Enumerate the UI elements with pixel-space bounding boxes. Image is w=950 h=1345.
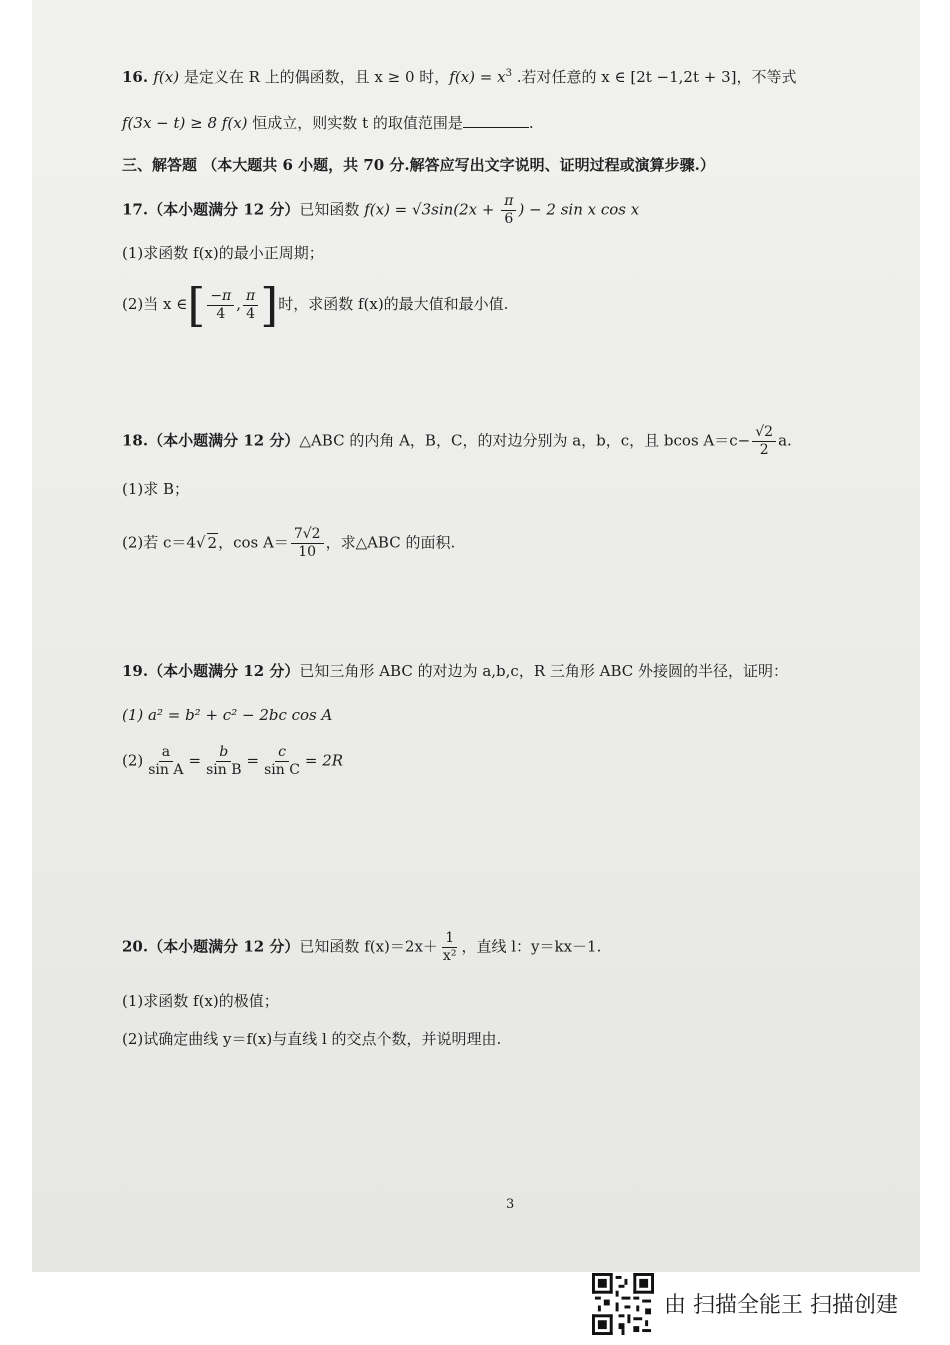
q20-text-a: 已知函数 f(x)＝2x＋	[299, 937, 438, 956]
q20-heading: 20.（本小题满分 12 分）	[122, 937, 300, 956]
left-bracket: [	[187, 278, 206, 332]
q20-frac-num: 1	[442, 930, 457, 948]
q17-func-b: ) − 2 sin x cos x	[518, 200, 640, 219]
q16-line2	[122, 112, 534, 134]
q19-part2	[122, 744, 343, 779]
q17-fraction	[501, 193, 516, 228]
q19-frac-b-den: sin B	[206, 762, 242, 778]
q18-text-a: △ABC 的内角 A，B，C，的对边分别为 a，b，c，且 bcos A＝c−	[299, 431, 751, 450]
q19-frac-b-num: b	[216, 744, 231, 762]
q18-cos-num: 7√2	[291, 526, 324, 544]
q19-frac-a	[145, 744, 186, 779]
q16-text-b: .若对任意的 x ∈ [2t −1,2t + 3]，不等式	[511, 68, 797, 86]
q18-cos-den: 10	[298, 544, 317, 560]
q17-part2-tail: 时，求函数 f(x)的最大值和最小值.	[278, 295, 509, 313]
q18-frac-den: 2	[759, 442, 769, 458]
q19-part2-label: (2)	[122, 751, 144, 770]
q16-number: 16.	[122, 68, 154, 86]
q17-frac-left	[207, 288, 234, 323]
q17-func-a: f(x) = √3sin(2x +	[364, 200, 500, 219]
q18-part2-mid: ，cos A＝	[218, 533, 289, 552]
q20-part2: (2)试确定曲线 y＝f(x)与直线 l 的交点个数，并说明理由.	[122, 1030, 502, 1048]
q17-left-den: 4	[216, 305, 226, 322]
q17-text-a: 已知函数	[299, 200, 365, 219]
q19-frac-a-den: sin A	[148, 762, 184, 778]
q19-stem	[122, 660, 788, 682]
q16-line1	[122, 63, 797, 88]
q18-cos-fraction	[291, 526, 324, 561]
q20-text-b: ，直线 l：y＝kx－1.	[461, 937, 602, 956]
q17-right-num: π	[243, 288, 258, 306]
q18-part1: (1)求 B；	[122, 480, 190, 498]
page-number: 3	[506, 1197, 515, 1212]
q20-frac-den: x²	[442, 948, 457, 964]
q20-part1: (1)求函数 f(x)的极值；	[122, 992, 279, 1010]
q16-fx: f(x)	[153, 68, 180, 86]
q16-inequality: f(3x − t) ≥ 8 f(x)	[122, 114, 248, 132]
scanner-watermark: 由 扫描全能王 扫描创建	[664, 1293, 898, 1318]
q19-frac-c	[261, 744, 303, 779]
q18-stem	[122, 424, 792, 459]
q17-frac-den: 6	[504, 211, 514, 227]
interval-comma: ,	[236, 295, 242, 313]
q18-radicand: 2	[207, 533, 218, 552]
section-heading: 三、解答题 （本大题共 6 小题，共 70 分.解答应写出文字说明、证明过程或演算步骤.）	[122, 156, 715, 174]
q17-frac-right	[243, 288, 258, 323]
q19-frac-c-num: c	[275, 744, 289, 762]
q19-text: 已知三角形 ABC 的对边为 a,b,c，R 三角形 ABC 外接圆的半径，证明：	[299, 662, 789, 680]
right-bracket: ]	[260, 278, 279, 332]
q19-frac-a-num: a	[159, 744, 173, 762]
q20-stem	[122, 930, 601, 965]
q18-frac-num: √2	[752, 424, 776, 442]
q16-text-c: 恒成立，则实数 t 的取值范围是	[247, 114, 463, 132]
q19-frac-b	[203, 744, 244, 779]
q18-part2-lead: (2)若 c＝4	[122, 533, 196, 552]
q18-text-b: a.	[778, 431, 792, 450]
q19-eq-2: =	[246, 751, 260, 770]
q19-frac-c-den: sin C	[264, 762, 300, 778]
q18-fraction	[752, 424, 776, 459]
q16-exponent: 3	[505, 68, 512, 79]
q17-left-num: −π	[207, 288, 234, 306]
q16-period: .	[528, 114, 534, 132]
q19-eq-1: =	[188, 751, 202, 770]
answer-blank	[463, 113, 529, 128]
q17-frac-num: π	[501, 193, 516, 211]
q19-heading: 19.（本小题满分 12 分）	[122, 662, 300, 680]
q17-part2	[122, 278, 509, 332]
q17-part1: (1)求函数 f(x)的最小正周期；	[122, 244, 324, 262]
q19-eq-end: = 2R	[304, 751, 344, 770]
q18-heading: 18.（本小题满分 12 分）	[122, 431, 300, 450]
q16-text-a: 是定义在 R 上的偶函数，且 x ≥ 0 时，	[179, 68, 450, 86]
q17-heading: 17.（本小题满分 12 分）	[122, 200, 300, 219]
q17-part2-lead: (2)当 x ∈	[122, 295, 188, 313]
q16-fx-def: f(x) = x	[449, 68, 506, 86]
qr-code-icon	[592, 1273, 654, 1335]
q19-part1: (1) a² = b² + c² − 2bc cos A	[122, 706, 333, 724]
q17-stem	[122, 193, 639, 228]
q17-right-den: 4	[246, 305, 256, 322]
q20-fraction	[440, 930, 460, 965]
q18-part2: (2)若 c＝4√ 2，cos A＝ $\frac{7√2}{10}$ ，求△ABC 的面积.	[122, 526, 456, 560]
q18-part2-tail: ，求△ABC 的面积.	[325, 533, 456, 552]
scanned-page	[32, 0, 920, 1272]
